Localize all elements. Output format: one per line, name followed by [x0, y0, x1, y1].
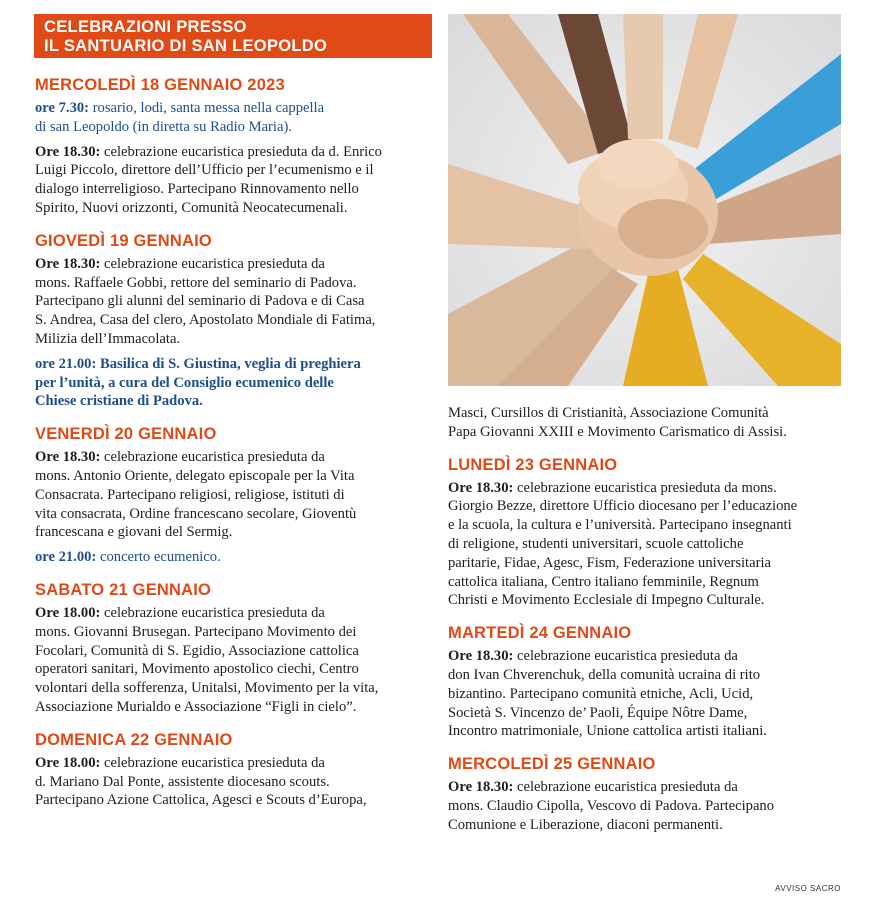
paragraph-line: don Ivan Chverenchuk, della comunità ucraina di rito [448, 666, 761, 683]
day-section [35, 423, 435, 567]
paragraph-line: Ore 18.30: celebrazione eucaristica presieduta da mons. [448, 479, 777, 496]
event-time: Ore 18.30: [35, 449, 101, 466]
day-heading: MARTEDÌ 24 GENNAIO [448, 624, 632, 643]
event-time: Ore 18.00: [35, 604, 101, 621]
left-column [35, 74, 435, 822]
paragraph-line: vita consacrata, Ordine francescano secolare, Gioventù [35, 505, 357, 522]
event-time: ore 7.30: [35, 100, 90, 116]
paragraph-line: dialogo interreligioso. Partecipano Rinnovamento nello [35, 181, 359, 198]
paragraph-line: Giorgio Bezze, direttore Ufficio diocesano per l’educazione [448, 498, 798, 515]
paragraph-line: Comunione e Liberazione, diaconi permanenti. [448, 816, 723, 833]
event-paragraph [35, 99, 435, 137]
paragraph-line: S. Andrea, Casa del clero, Apostolato Mondiale di Fatima, [35, 312, 376, 329]
day-section [448, 753, 848, 834]
paragraph-line: mons. Antonio Oriente, delegato episcopale per la Vita [35, 467, 355, 484]
paragraph-line: Ore 18.00: celebrazione eucaristica presieduta da [35, 754, 325, 771]
paragraph-line: Associazione Murialdo e Associazione “Figli in cielo”. [35, 698, 357, 715]
paragraph-line: Partecipano gli alunni del seminario di Padova e di Casa [35, 293, 365, 310]
paragraph-line: Ore 18.30: celebrazione eucaristica presieduta da d. Enrico [35, 143, 382, 160]
paragraph-line: d. Mariano Dal Ponte, assistente diocesano scouts. [35, 773, 330, 790]
paragraph-line: Partecipano Azione Cattolica, Agesci e Scouts d’Europa, [35, 792, 367, 809]
paragraph-line: mons. Claudio Cipolla, Vescovo di Padova. Partecipano [448, 797, 775, 814]
day-heading: MERCOLEDÌ 25 GENNAIO [448, 755, 656, 774]
right-column [448, 404, 848, 847]
event-time: Ore 18.30: [35, 143, 101, 160]
day-heading: VENERDÌ 20 GENNAIO [35, 425, 217, 444]
day-heading: GIOVEDÌ 19 GENNAIO [35, 231, 212, 250]
paragraph-line: ore 21.00: Basilica di S. Giustina, veglia di preghiera [35, 355, 361, 372]
event-paragraph [35, 754, 435, 810]
paragraph-line: francescana e giovani del Sermig. [35, 524, 233, 541]
paragraph-line: ore 7.30: rosario, lodi, santa messa nella cappella [35, 100, 325, 116]
event-time: Ore 18.30: [448, 779, 514, 796]
paragraph-line: Milizia dell’Immacolata. [35, 330, 181, 347]
day-section [448, 404, 848, 442]
paragraph-line: mons. Giovanni Brusegan. Partecipano Movimento dei [35, 623, 357, 640]
paragraph-line: Christi e Movimento Ecclesiale di Impegno Culturale. [448, 592, 765, 609]
paragraph-line: per l’unità, a cura del Consiglio ecumenico delle [35, 374, 334, 391]
paragraph-line: Luigi Piccolo, direttore dell’Ufficio per l’ecumenismo e il [35, 162, 374, 179]
paragraph-line: mons. Raffaele Gobbi, rettore del seminario di Padova. [35, 274, 357, 291]
event-paragraph [448, 778, 848, 834]
day-section [35, 579, 435, 717]
event-time: Ore 18.00: [35, 754, 101, 771]
paragraph-line: Chiese cristiane di Padova. [35, 393, 203, 410]
event-paragraph [448, 479, 848, 611]
paragraph-line: di san Leopoldo (in diretta su Radio Maria). [35, 118, 292, 135]
event-paragraph [448, 404, 848, 442]
paragraph-line: volontari della sofferenza, Unitalsi, Movimento per la vita, [35, 680, 379, 697]
event-time: Ore 18.30: [448, 479, 514, 496]
day-section [448, 622, 848, 741]
paragraph-line: Papa Giovanni XXIII e Movimento Carismatico di Assisi. [448, 423, 787, 440]
paragraph-line: ore 21.00: concerto ecumenico. [35, 549, 221, 566]
paragraph-line: Masci, Cursillos di Cristianità, Associazione Comunità [448, 405, 769, 421]
day-heading: SABATO 21 GENNAIO [35, 580, 212, 599]
paragraph-line: Ore 18.30: celebrazione eucaristica presieduta da [448, 779, 738, 796]
event-paragraph [35, 448, 435, 542]
paragraph-line: operatori sanitari, Movimento apostolico ciechi, Centro [35, 661, 359, 678]
paragraph-line: Consacrata. Partecipano religiosi, religiose, istituti di [35, 486, 345, 503]
day-section [35, 74, 435, 218]
paragraph-line: paritarie, Fidae, Agesc, Fism, Federazione universitaria [448, 554, 771, 571]
event-paragraph [35, 355, 435, 411]
day-section [448, 454, 848, 611]
event-paragraph [35, 143, 435, 218]
day-heading: MERCOLEDÌ 18 GENNAIO 2023 [35, 76, 285, 94]
day-heading: DOMENICA 22 GENNAIO [35, 730, 233, 749]
paragraph-line: Ore 18.30: celebrazione eucaristica presieduta da [35, 255, 325, 272]
hands-photo-icon [448, 14, 841, 386]
header-line-1: CELEBRAZIONI PRESSO [44, 18, 247, 36]
event-paragraph [448, 647, 848, 741]
paragraph-line: Società S. Vincenzo de’ Paoli, Équipe Nôtre Dame, [448, 704, 748, 721]
paragraph-line: e la scuola, la cultura e l’università. Partecipano insegnanti [448, 517, 792, 534]
section-header [34, 14, 432, 58]
day-heading: LUNEDÌ 23 GENNAIO [448, 455, 618, 474]
event-paragraph [35, 604, 435, 717]
event-time: ore 21.00: [35, 549, 97, 566]
event-paragraph [35, 255, 435, 349]
event-time: Ore 18.30: [448, 648, 514, 665]
paragraph-line: Spirito, Nuovi orizzonti, Comunità Neocatecumenali. [35, 199, 348, 216]
paragraph-line: cattolica italiana, Centro italiano femminile, Regnum [448, 573, 759, 590]
header-line-2: IL SANTUARIO DI SAN LEOPOLDO [44, 37, 328, 55]
day-section [35, 729, 435, 810]
hands-stacked-photo [448, 14, 841, 386]
event-paragraph [35, 548, 435, 567]
paragraph-line: Incontro matrimoniale, Unione cattolica artisti italiani. [448, 723, 767, 740]
paragraph-line: Focolari, Comunità di S. Egidio, Associazione cattolica [35, 642, 359, 659]
footer-label: AVVISO SACRO [775, 884, 841, 893]
paragraph-line: Ore 18.00: celebrazione eucaristica presieduta da [35, 604, 325, 621]
paragraph-line: di religione, studenti universitari, scuole cattoliche [448, 535, 744, 552]
day-section [35, 230, 435, 411]
paragraph-line: bizantino. Partecipano comunità etniche, Acli, Ucid, [448, 685, 754, 702]
paragraph-line: Ore 18.30: celebrazione eucaristica presieduta da [35, 449, 325, 466]
event-time: Ore 18.30: [35, 255, 101, 272]
paragraph-line: Ore 18.30: celebrazione eucaristica presieduta da [448, 648, 738, 665]
